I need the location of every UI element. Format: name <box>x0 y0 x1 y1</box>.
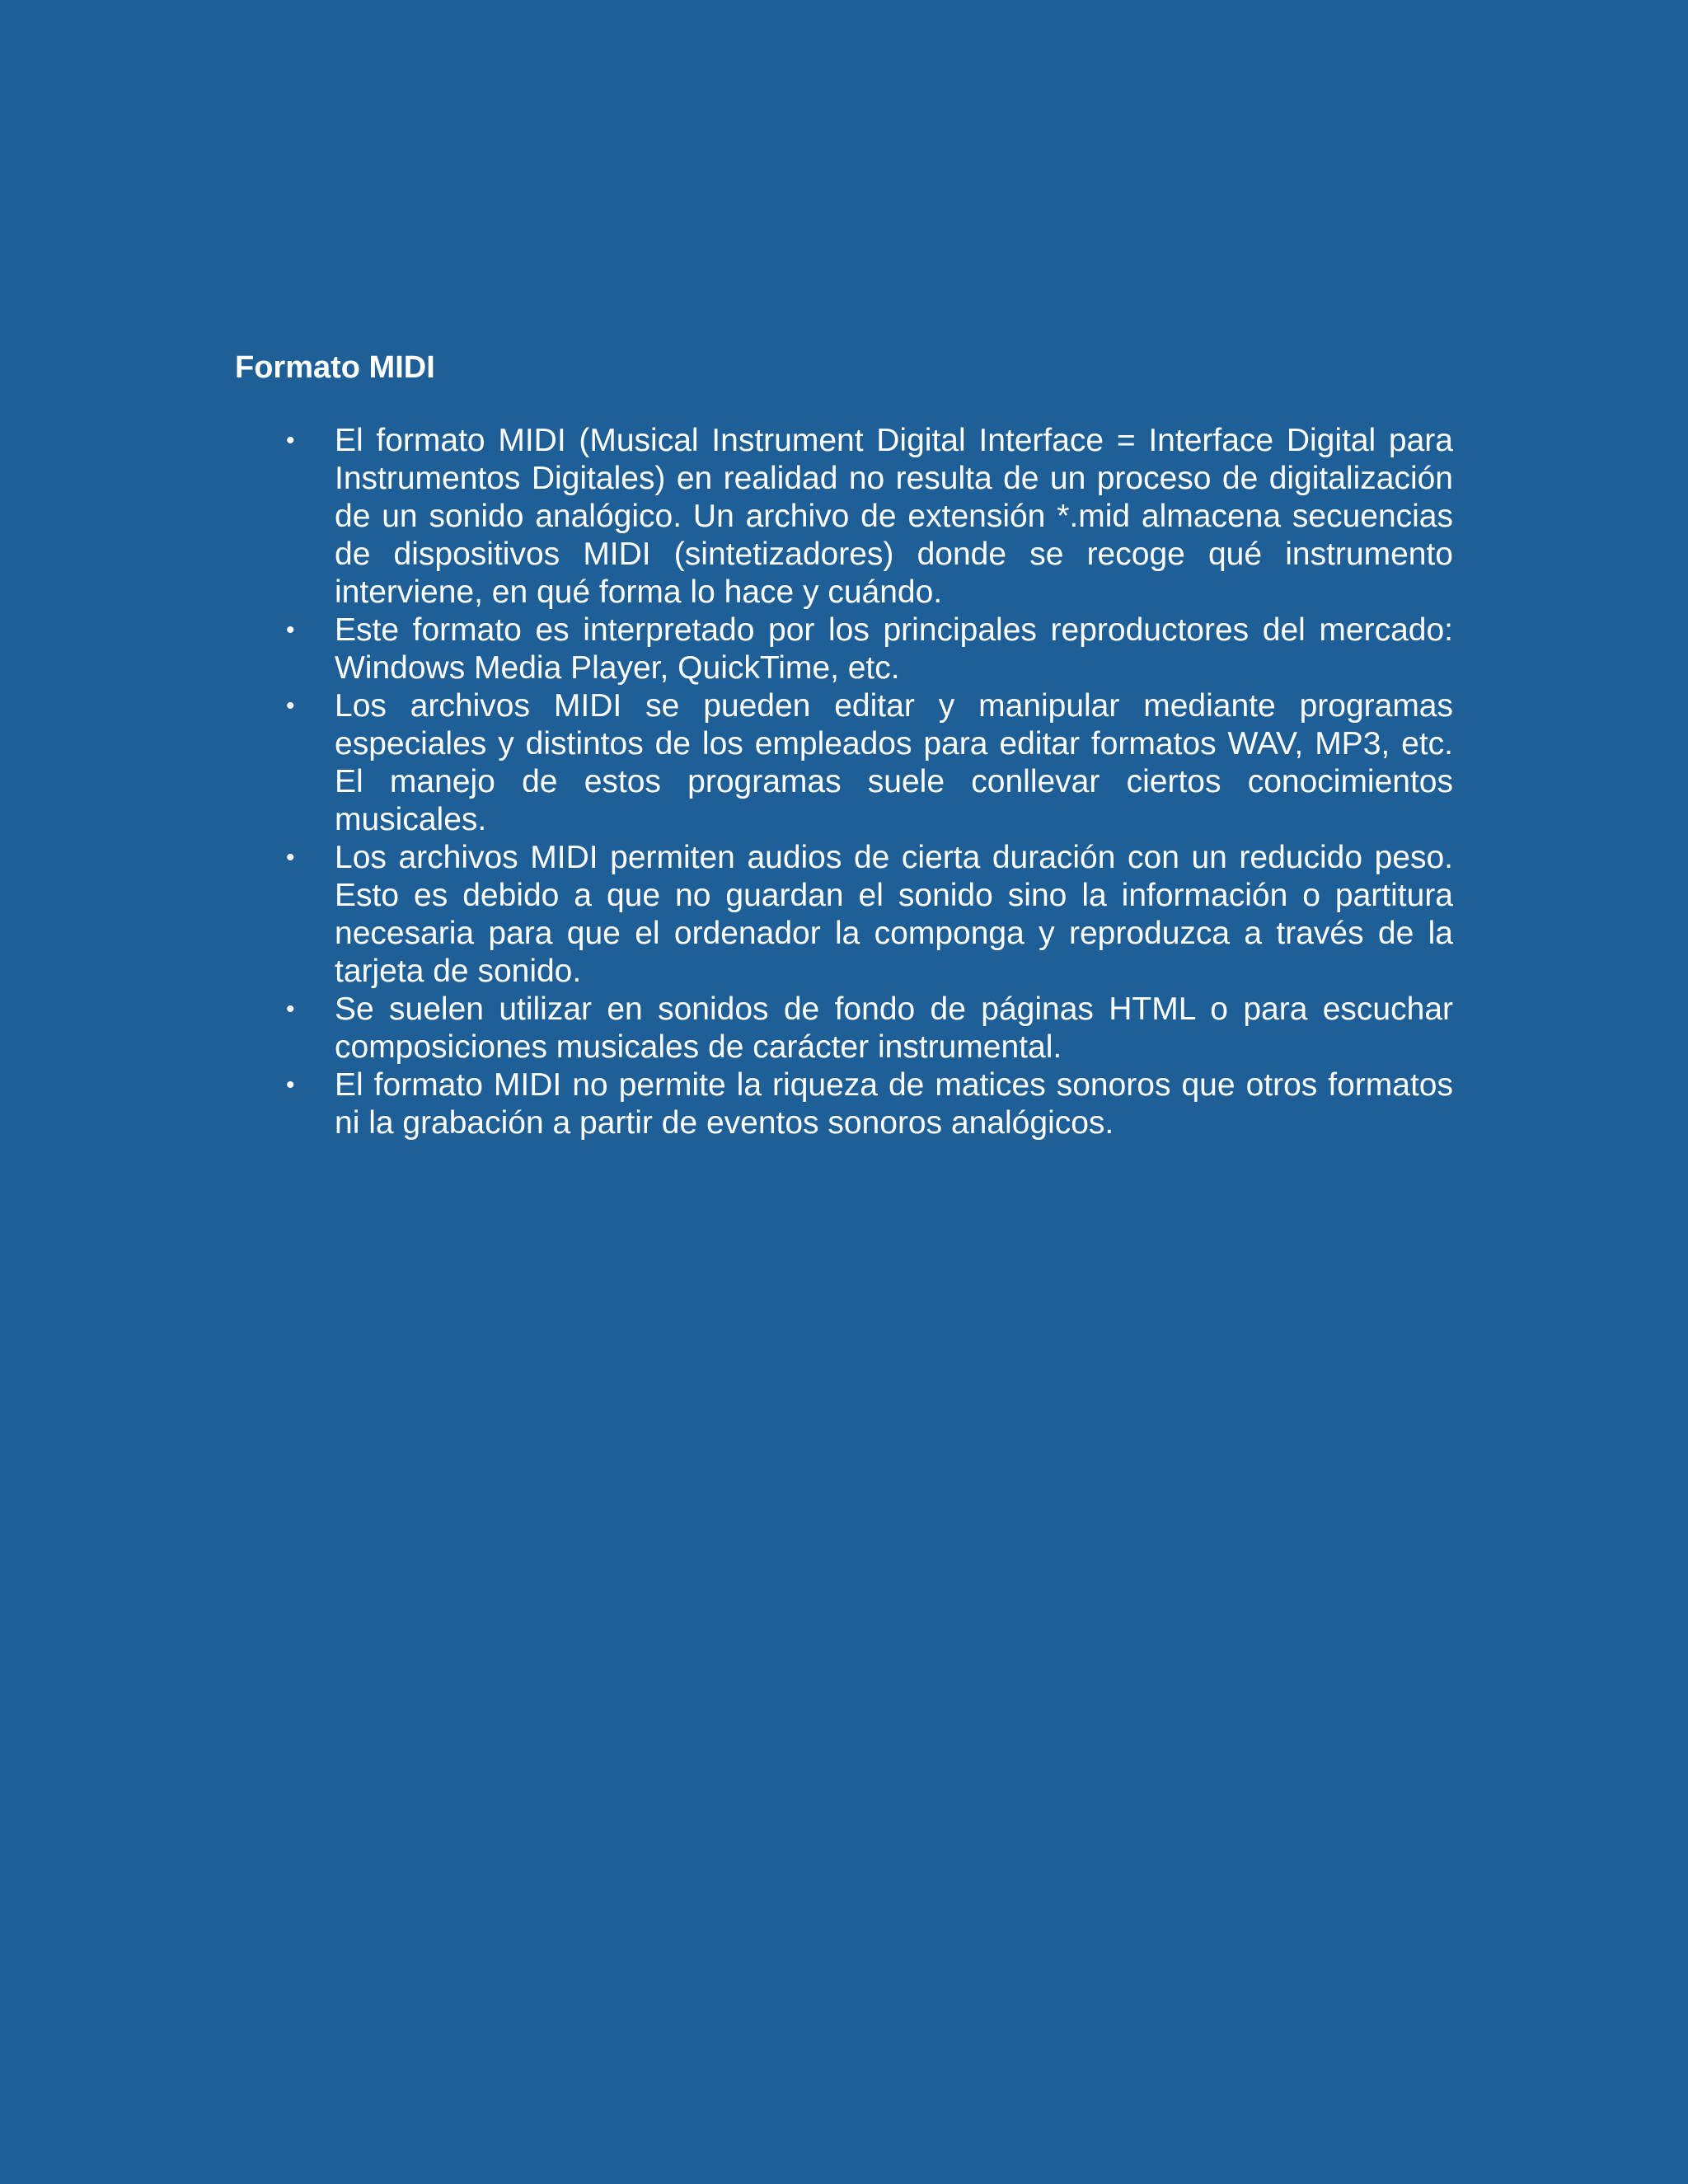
bullet-list <box>235 422 1453 1142</box>
list-item-text: El formato MIDI no permite la riqueza de matices sonoros que otros formatos ni la grabación a partir de eventos sonoros analógicos. <box>335 1067 1453 1141</box>
bullet-icon: • <box>286 844 295 871</box>
list-item <box>235 1066 1453 1142</box>
list-item-text: Los archivos MIDI se pueden editar y manipular mediante programas especiales y distintos de los empleados para editar formatos WAV, MP3, etc. El manejo de estos programas suele conllevar ciertos conocimientos musicales. <box>335 688 1453 837</box>
bullet-icon: • <box>286 996 295 1023</box>
list-item <box>235 687 1453 839</box>
list-item <box>235 612 1453 687</box>
document-title: Formato MIDI <box>235 350 435 385</box>
list-item-text: Este formato es interpretado por los principales reproductores del mercado: Windows Media Player, QuickTime, etc. <box>335 612 1453 686</box>
bullet-icon: • <box>286 427 295 454</box>
list-item-text: Se suelen utilizar en sonidos de fondo de páginas HTML o para escuchar composiciones musicales de carácter instrumental. <box>335 991 1453 1065</box>
list-item <box>235 839 1453 991</box>
list-item-text: Los archivos MIDI permiten audios de cierta duración con un reducido peso. Esto es debido a que no guardan el sonido sino la información o partitura necesaria para que el ordenador la componga y reproduzca a través de la tarjeta de sonido. <box>335 840 1453 989</box>
document-body <box>235 346 1453 1142</box>
list-item-text: El formato MIDI (Musical Instrument Digital Interface = Interface Digital para Instrumentos Digitales) en realidad no resulta de un proceso de digitalización de un sonido analógico. Un archivo de extensión *.mid almacena secuencias de dispositivos MIDI (sintetizadores) donde se recoge qué instrumento interviene, en qué forma lo hace y cuándo. <box>335 423 1453 610</box>
bullet-icon: • <box>286 1071 295 1099</box>
bullet-icon: • <box>286 692 295 719</box>
bullet-icon: • <box>286 616 295 644</box>
list-item <box>235 422 1453 612</box>
list-item <box>235 991 1453 1066</box>
